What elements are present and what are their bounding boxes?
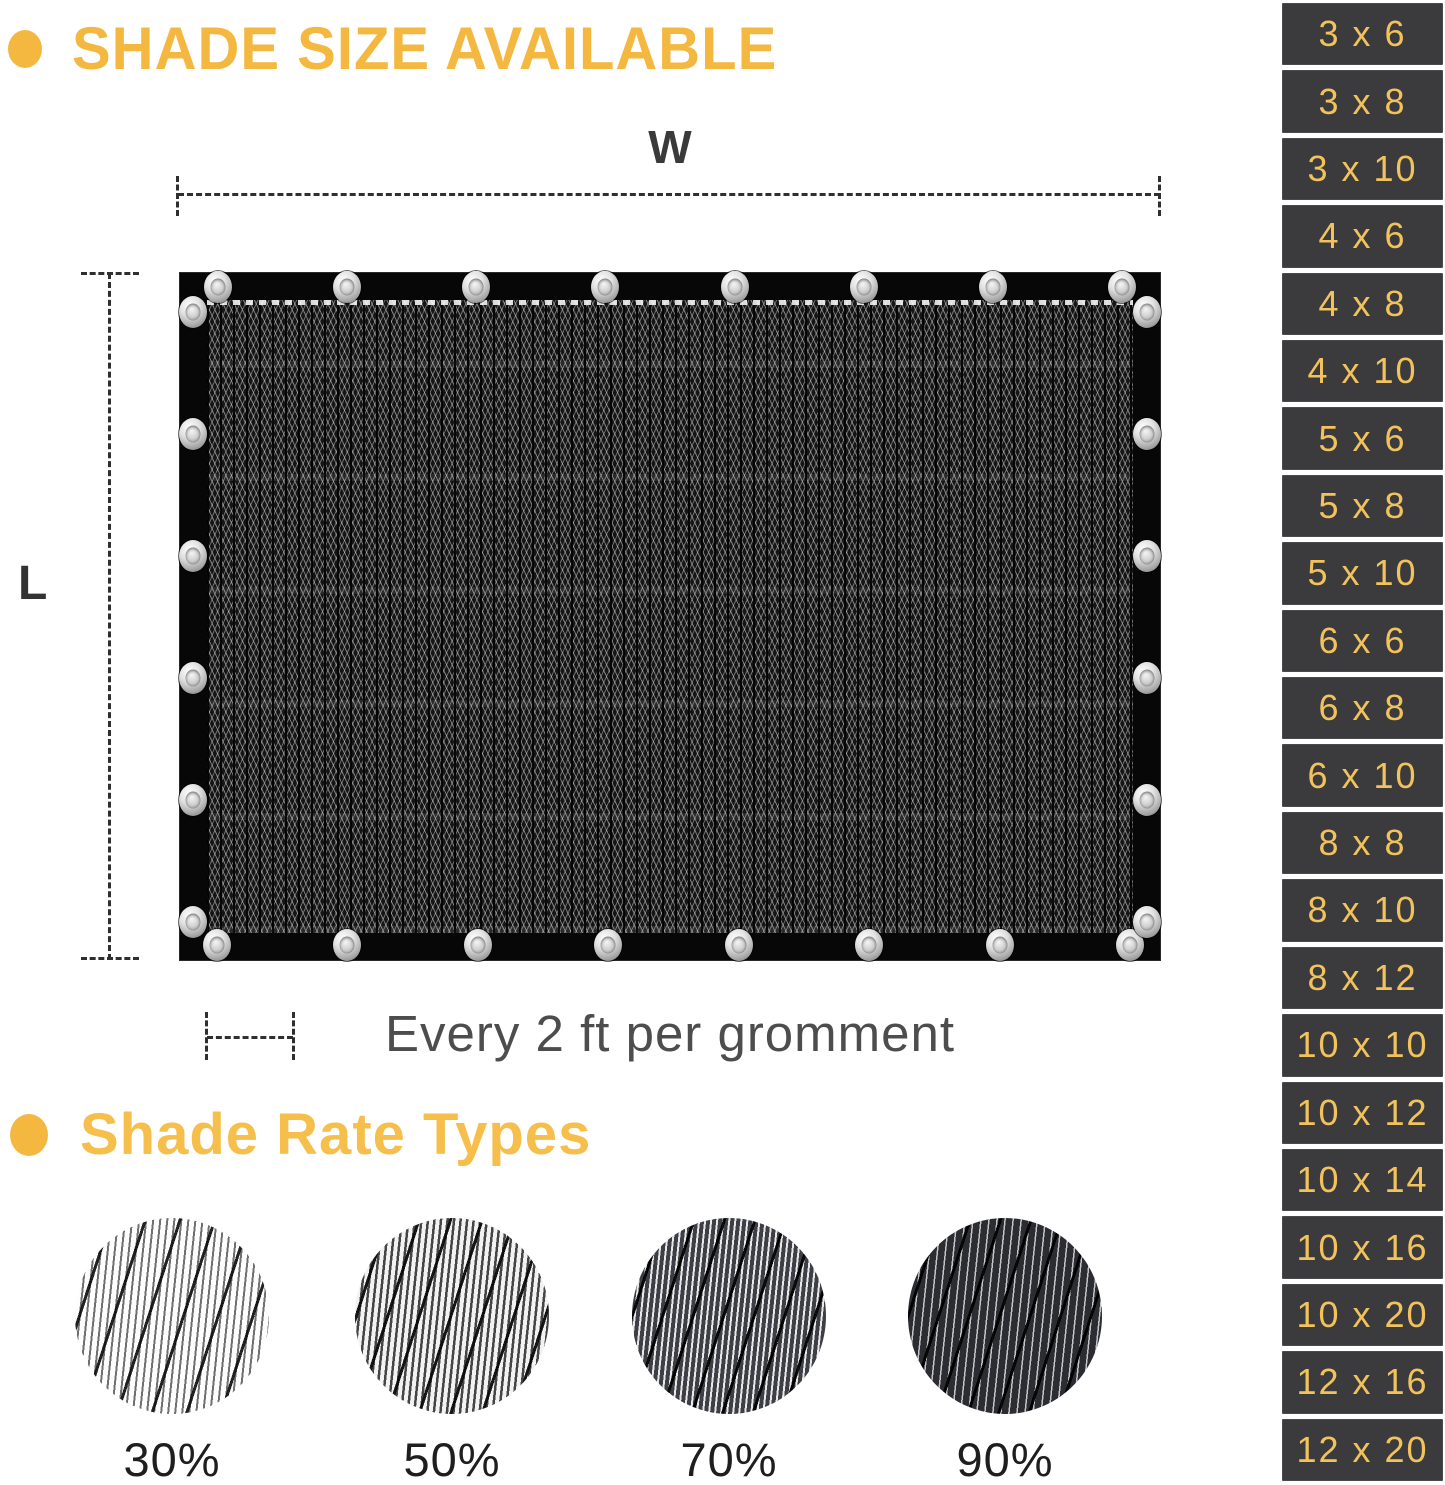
shade-rate-percent: 50%	[403, 1433, 501, 1485]
grommet-icon	[204, 271, 232, 303]
grommet-icon	[1133, 662, 1161, 694]
grommet-icon	[725, 929, 753, 961]
shade-rate-sample	[629, 1218, 829, 1485]
grommet-icon	[1133, 540, 1161, 572]
grommet-icon	[179, 662, 207, 694]
grommet-spacing-marker	[205, 1012, 295, 1060]
size-box: 12 x 20	[1282, 1419, 1443, 1481]
grommet-spacing-marker-line	[207, 1036, 293, 1039]
grommet-icon	[333, 929, 361, 961]
grommet-icon	[203, 929, 231, 961]
grommet-icon	[179, 418, 207, 450]
grommet-icon	[179, 540, 207, 572]
shade-mesh-swatch-icon	[75, 1218, 269, 1414]
size-available-title: SHADE SIZE AVAILABLE	[72, 14, 778, 83]
grommet-icon	[986, 929, 1014, 961]
size-box: 10 x 16	[1282, 1216, 1443, 1278]
grommet-icon	[462, 271, 490, 303]
size-box: 4 x 6	[1282, 205, 1443, 267]
shade-rate-percent: 90%	[956, 1433, 1054, 1485]
length-dimension-line	[108, 273, 111, 960]
grommet-icon	[1133, 418, 1161, 450]
shade-mesh-swatch-icon	[632, 1218, 826, 1414]
grommet-icon	[591, 271, 619, 303]
grommet-icon	[721, 271, 749, 303]
size-box: 3 x 10	[1282, 138, 1443, 200]
shade-rate-title: Shade Rate Types	[80, 1102, 592, 1167]
shade-mesh-swatch-icon	[908, 1218, 1102, 1414]
grommet-icon	[979, 271, 1007, 303]
size-box: 5 x 8	[1282, 475, 1443, 537]
width-dimension-line	[178, 193, 1160, 196]
size-box: 8 x 10	[1282, 879, 1443, 941]
shade-rate-heading	[10, 1102, 591, 1168]
size-box: 6 x 6	[1282, 610, 1443, 672]
shade-rate-sample	[352, 1218, 552, 1485]
size-box: 10 x 10	[1282, 1014, 1443, 1076]
grommet-spacing-note: Every 2 ft per gromment	[385, 1005, 956, 1062]
size-box: 3 x 6	[1282, 3, 1443, 65]
size-box: 10 x 20	[1282, 1284, 1443, 1346]
grommet-icon	[179, 784, 207, 816]
size-box: 5 x 6	[1282, 407, 1443, 469]
grommet-icon	[179, 296, 207, 328]
size-list	[1282, 0, 1445, 1485]
grommet-icon	[1133, 784, 1161, 816]
size-box: 10 x 12	[1282, 1082, 1443, 1144]
grommet-icon	[1133, 906, 1161, 938]
length-label: L	[18, 557, 48, 610]
shade-rate-sample	[72, 1218, 272, 1485]
bullet-icon	[8, 30, 42, 68]
bullet-icon	[10, 1114, 48, 1156]
grommet-icon	[179, 906, 207, 938]
grommet-icon	[594, 929, 622, 961]
size-box: 3 x 8	[1282, 70, 1443, 132]
size-box: 8 x 12	[1282, 947, 1443, 1009]
size-available-heading	[8, 14, 778, 83]
grommet-icon	[850, 271, 878, 303]
grommet-icon	[855, 929, 883, 961]
grommet-icon	[1133, 296, 1161, 328]
shade-net-mesh	[207, 300, 1133, 933]
grommet-icon	[1108, 271, 1136, 303]
size-box: 6 x 8	[1282, 677, 1443, 739]
size-box: 5 x 10	[1282, 542, 1443, 604]
width-label: W	[648, 121, 692, 173]
size-box: 4 x 8	[1282, 273, 1443, 335]
size-box: 8 x 8	[1282, 812, 1443, 874]
shade-mesh-swatch-icon	[355, 1218, 549, 1414]
grommet-icon	[333, 271, 361, 303]
size-box: 12 x 16	[1282, 1351, 1443, 1413]
shade-net-illustration	[180, 273, 1160, 960]
size-box: 4 x 10	[1282, 340, 1443, 402]
size-box: 10 x 14	[1282, 1149, 1443, 1211]
size-box: 6 x 10	[1282, 744, 1443, 806]
shade-rate-percent: 30%	[123, 1433, 221, 1485]
grommet-icon	[464, 929, 492, 961]
shade-rate-sample	[905, 1218, 1105, 1485]
shade-rate-percent: 70%	[680, 1433, 778, 1485]
